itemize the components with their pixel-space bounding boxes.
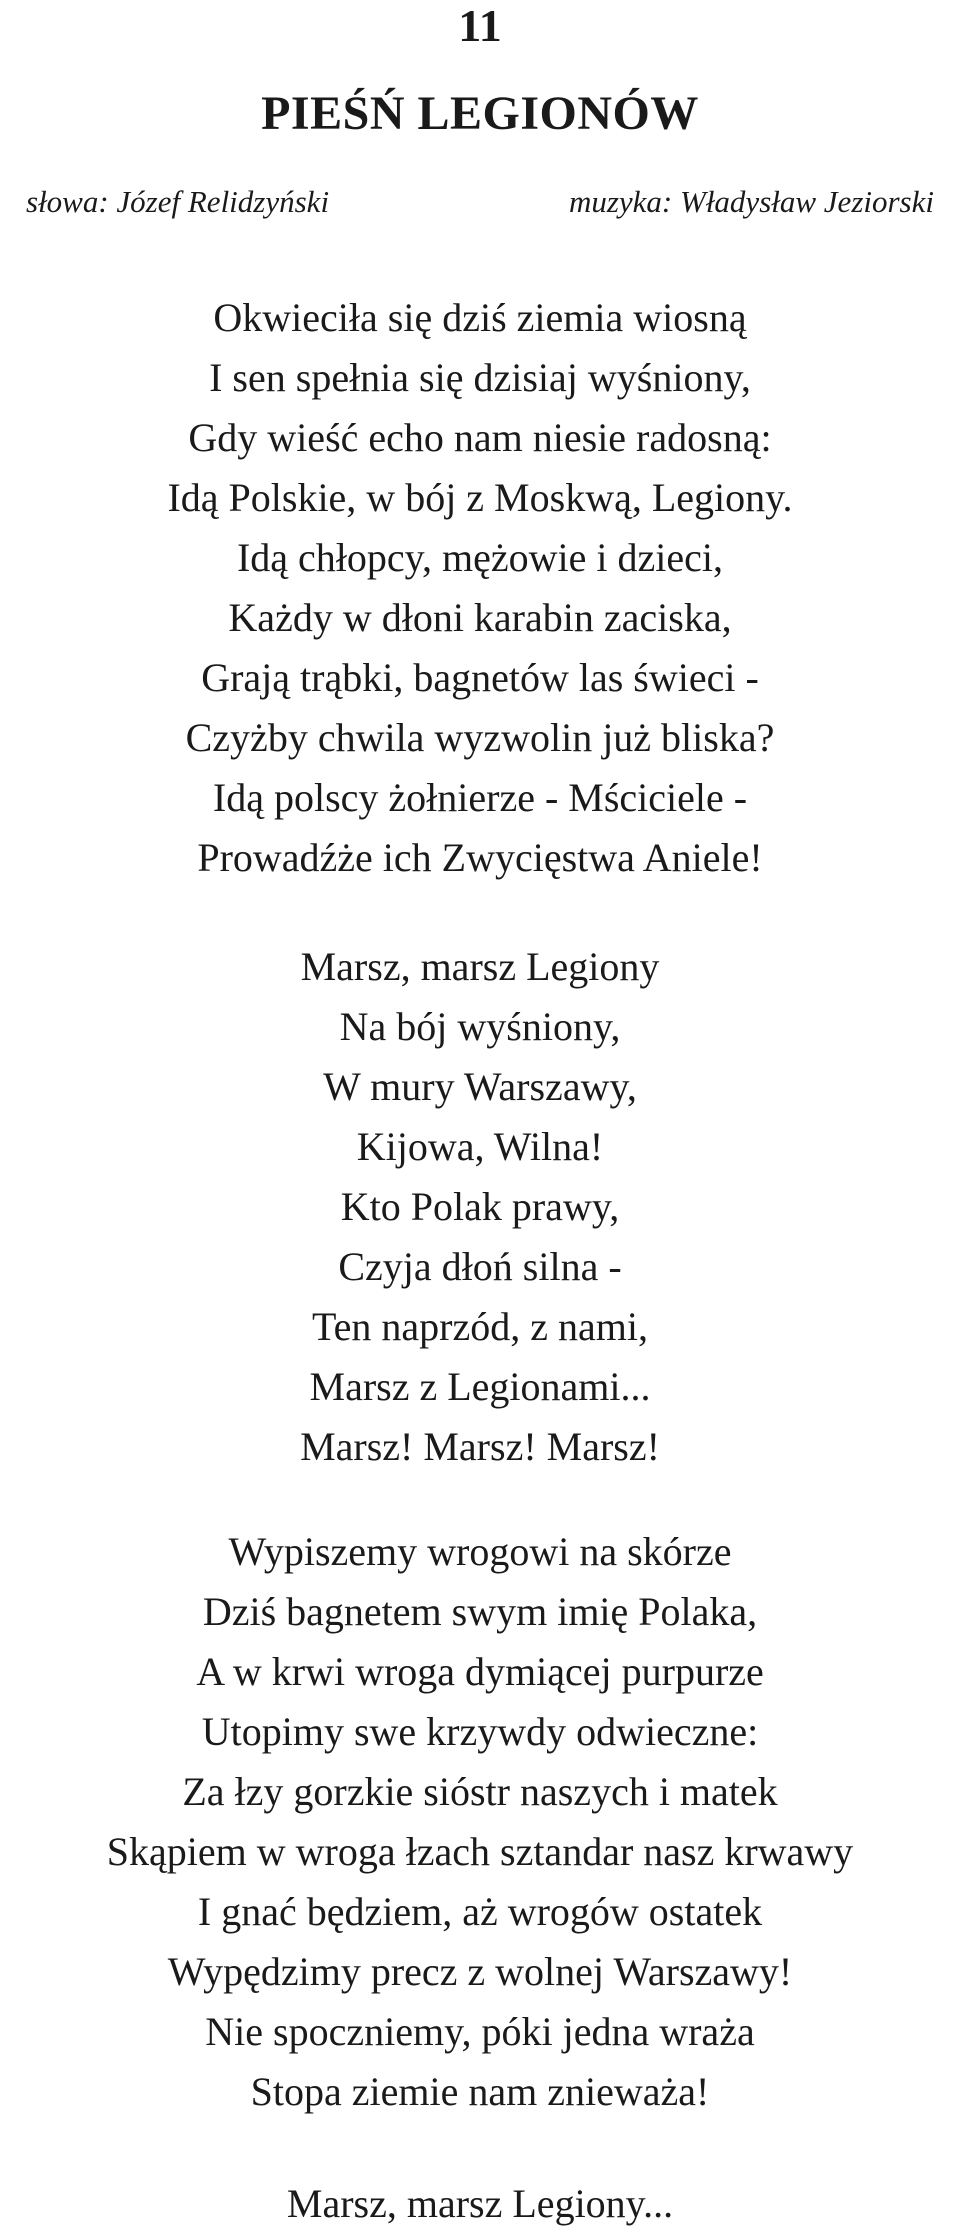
- verse-line: Za łzy gorzkie sióstr naszych i matek: [182, 1769, 778, 1814]
- stanza-1: [0, 288, 960, 888]
- lyrics-credit: słowa: Józef Relidzyński: [26, 184, 330, 219]
- chorus-line: Marsz! Marsz! Marsz!: [300, 1424, 660, 1469]
- stanza-2: [0, 1522, 960, 2122]
- page-number: 11: [458, 0, 502, 51]
- verse-line: Wypędzimy precz z wolnej Warszawy!: [167, 1949, 793, 1994]
- verse-line: Stopa ziemie nam znieważa!: [250, 2069, 710, 2114]
- verse-line: Czyżby chwila wyzwolin już bliska?: [185, 715, 775, 760]
- verse-line: I sen spełnia się dzisiaj wyśniony,: [209, 355, 751, 400]
- chorus-line: Ten naprzód, z nami,: [312, 1304, 648, 1349]
- chorus-line: Kto Polak prawy,: [340, 1184, 620, 1229]
- verse-line: A w krwi wroga dymiącej purpurze: [196, 1649, 764, 1694]
- refrain-line: Marsz, marsz Legiony...: [286, 2181, 674, 2226]
- verse-line: Idą Polskie, w bój z Moskwą, Legiony.: [167, 475, 793, 520]
- verse-line: Gdy wieść echo nam niesie radosną:: [188, 415, 772, 460]
- song-credits: [0, 180, 960, 224]
- verse-line: Wypiszemy wrogowi na skórze: [228, 1529, 732, 1574]
- chorus-line: Czyja dłoń silna -: [338, 1244, 622, 1289]
- chorus-line: Kijowa, Wilna!: [356, 1124, 604, 1169]
- chorus-line: Na bój wyśniony,: [339, 1004, 621, 1049]
- chorus-line: Marsz z Legionami...: [309, 1364, 651, 1409]
- song-title: PIEŚŃ LEGIONÓW: [261, 87, 699, 140]
- verse-line: Idą polscy żołnierze - Mściciele -: [212, 775, 748, 820]
- verse-line: Utopimy swe krzywdy odwieczne:: [201, 1709, 759, 1754]
- verse-line: Grają trąbki, bagnetów las świeci -: [201, 655, 759, 700]
- refrain: [0, 2174, 960, 2234]
- verse-line: Skąpiem w wroga łzach sztandar nasz krwawy: [106, 1829, 854, 1874]
- verse-line: Okwieciła się dziś ziemia wiosną: [213, 295, 747, 340]
- verse-line: Nie spoczniemy, póki jedna wraża: [205, 2009, 755, 2054]
- chorus-line: Marsz, marsz Legiony: [300, 944, 660, 989]
- verse-line: I gnać będziem, aż wrogów ostatek: [197, 1889, 763, 1934]
- verse-line: Idą chłopcy, mężowie i dzieci,: [236, 535, 724, 580]
- verse-line: Dziś bagnetem swym imię Polaka,: [202, 1589, 758, 1634]
- verse-line: Każdy w dłoni karabin zaciska,: [228, 595, 732, 640]
- verse-line: Prowadźże ich Zwycięstwa Aniele!: [197, 835, 763, 880]
- chorus: [0, 937, 960, 1477]
- music-credit: muzyka: Władysław Jeziorski: [568, 184, 934, 219]
- chorus-line: W mury Warszawy,: [323, 1064, 637, 1109]
